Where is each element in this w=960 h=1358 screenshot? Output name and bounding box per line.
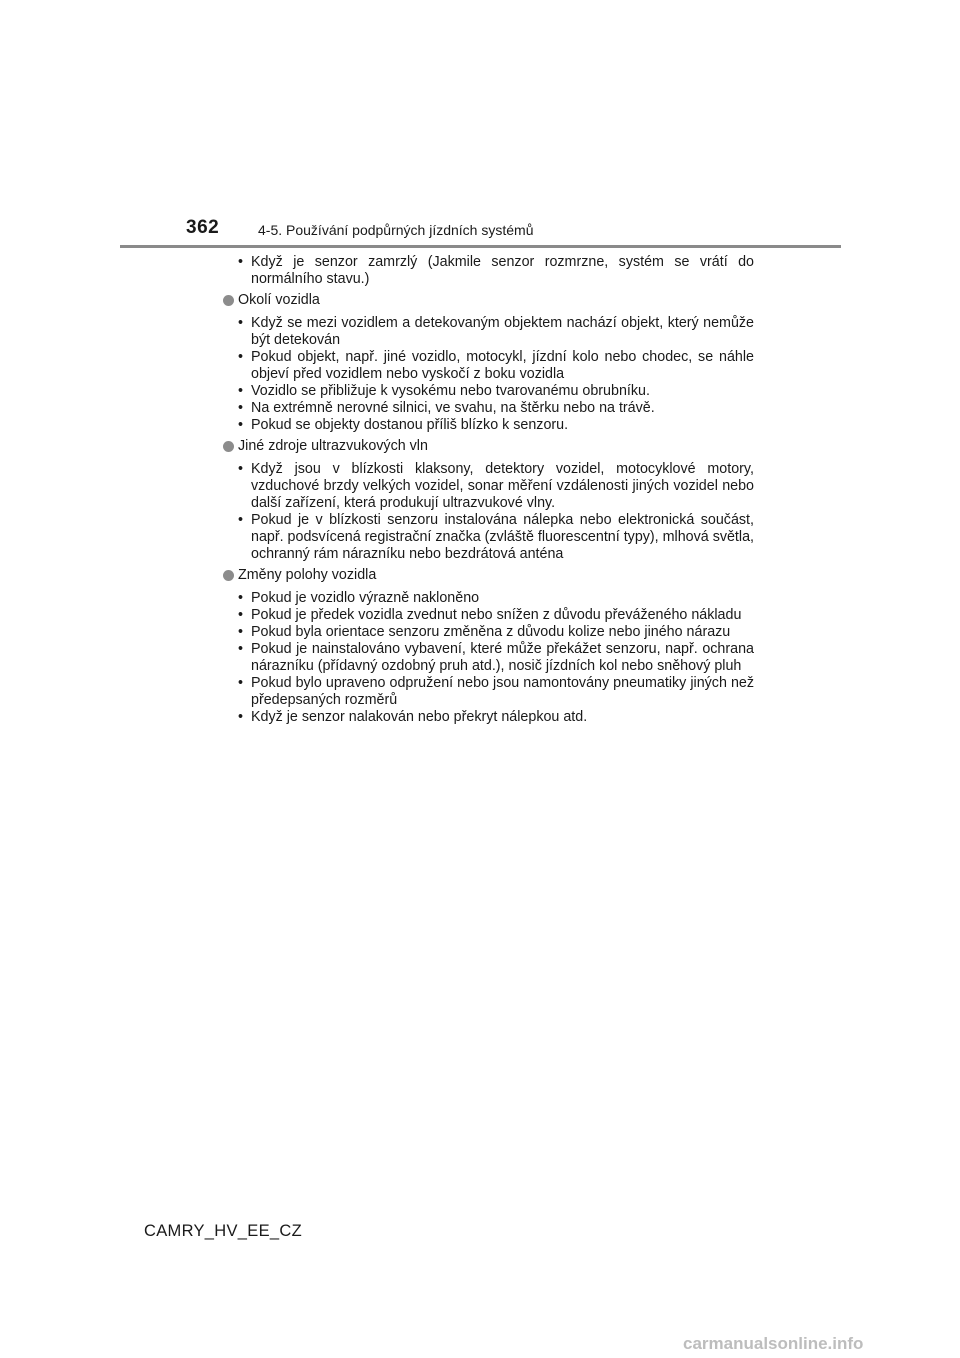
item-list [222, 461, 754, 563]
list-item: • Pokud byla orientace senzoru změněna z důvodu kolize nebo jiného nárazu [238, 624, 754, 641]
list-item: • Pokud je nainstalováno vybavení, které může překážet senzoru, např. ochrana nárazníku (přídavný ozdobný pruh atd.), nosič jízdních kol nebo sněhový pluh [238, 641, 754, 675]
page-content [222, 254, 754, 730]
header-rule [120, 245, 841, 248]
round-bullet-icon [223, 441, 234, 452]
list-item: • Když je senzor zamrzlý (Jakmile senzor rozmrzne, systém se vrátí do normálního stavu.) [238, 254, 754, 288]
group-heading: Jiné zdroje ultrazvukových vln [238, 438, 428, 454]
watermark: carmanualsonline.info [683, 1334, 864, 1353]
list-item: • Pokud bylo upraveno odpružení nebo jsou namontovány pneumatiky jiných než předepsaných rozměrů [238, 675, 754, 709]
round-bullet-icon [223, 295, 234, 306]
list-item: • Pokud objekt, např. jiné vozidlo, motocykl, jízdní kolo nebo chodec, se náhle objeví před vozidlem nebo vyskočí z boku vozidla [238, 349, 754, 383]
round-bullet-icon [223, 570, 234, 581]
list-item: • Pokud je vozidlo výrazně nakloněno [238, 590, 754, 607]
list-item: • Pokud je v blízkosti senzoru instalována nálepka nebo elektronická součást, např. podsvícená registrační značka (zvláště fluorescentní typy), mlhová světla, ochranný rám nárazníku nebo bezdrátová anténa [238, 512, 754, 563]
item-list [222, 590, 754, 726]
item-list [222, 315, 754, 434]
footer-model-code: CAMRY_HV_EE_CZ [144, 1222, 302, 1240]
list-item: • Pokud se objekty dostanou příliš blízko k senzoru. [238, 417, 754, 434]
group-heading: Okolí vozidla [238, 292, 320, 308]
list-item: • Když je senzor nalakován nebo překryt nálepkou atd. [238, 709, 754, 726]
list-item: • Když jsou v blízkosti klaksony, detektory vozidel, motocyklové motory, vzduchové brzdy velkých vozidel, sonar měření vzdálenosti jiných vozidel nebo další zařízení, která produkují ultrazvukové vlny. [238, 461, 754, 512]
group-heading: Změny polohy vozidla [238, 567, 377, 583]
intro-list [222, 254, 754, 288]
list-item: • Vozidlo se přibližuje k vysokému nebo tvarovanému obrubníku. [238, 383, 754, 400]
list-item: • Když se mezi vozidlem a detekovaným objektem nachází objekt, který nemůže být detekován [238, 315, 754, 349]
list-item: • Na extrémně nerovné silnici, ve svahu, na štěrku nebo na trávě. [238, 400, 754, 417]
section-title: 4-5. Používání podpůrných jízdních systémů [258, 222, 534, 238]
group-vehicle-surroundings [222, 292, 754, 434]
group-vehicle-position-changes [222, 567, 754, 726]
list-item: • Pokud je předek vozidla zvednut nebo snížen z důvodu převáženého nákladu [238, 607, 754, 624]
page-number: 362 [186, 217, 220, 238]
group-ultrasonic-sources [222, 438, 754, 563]
